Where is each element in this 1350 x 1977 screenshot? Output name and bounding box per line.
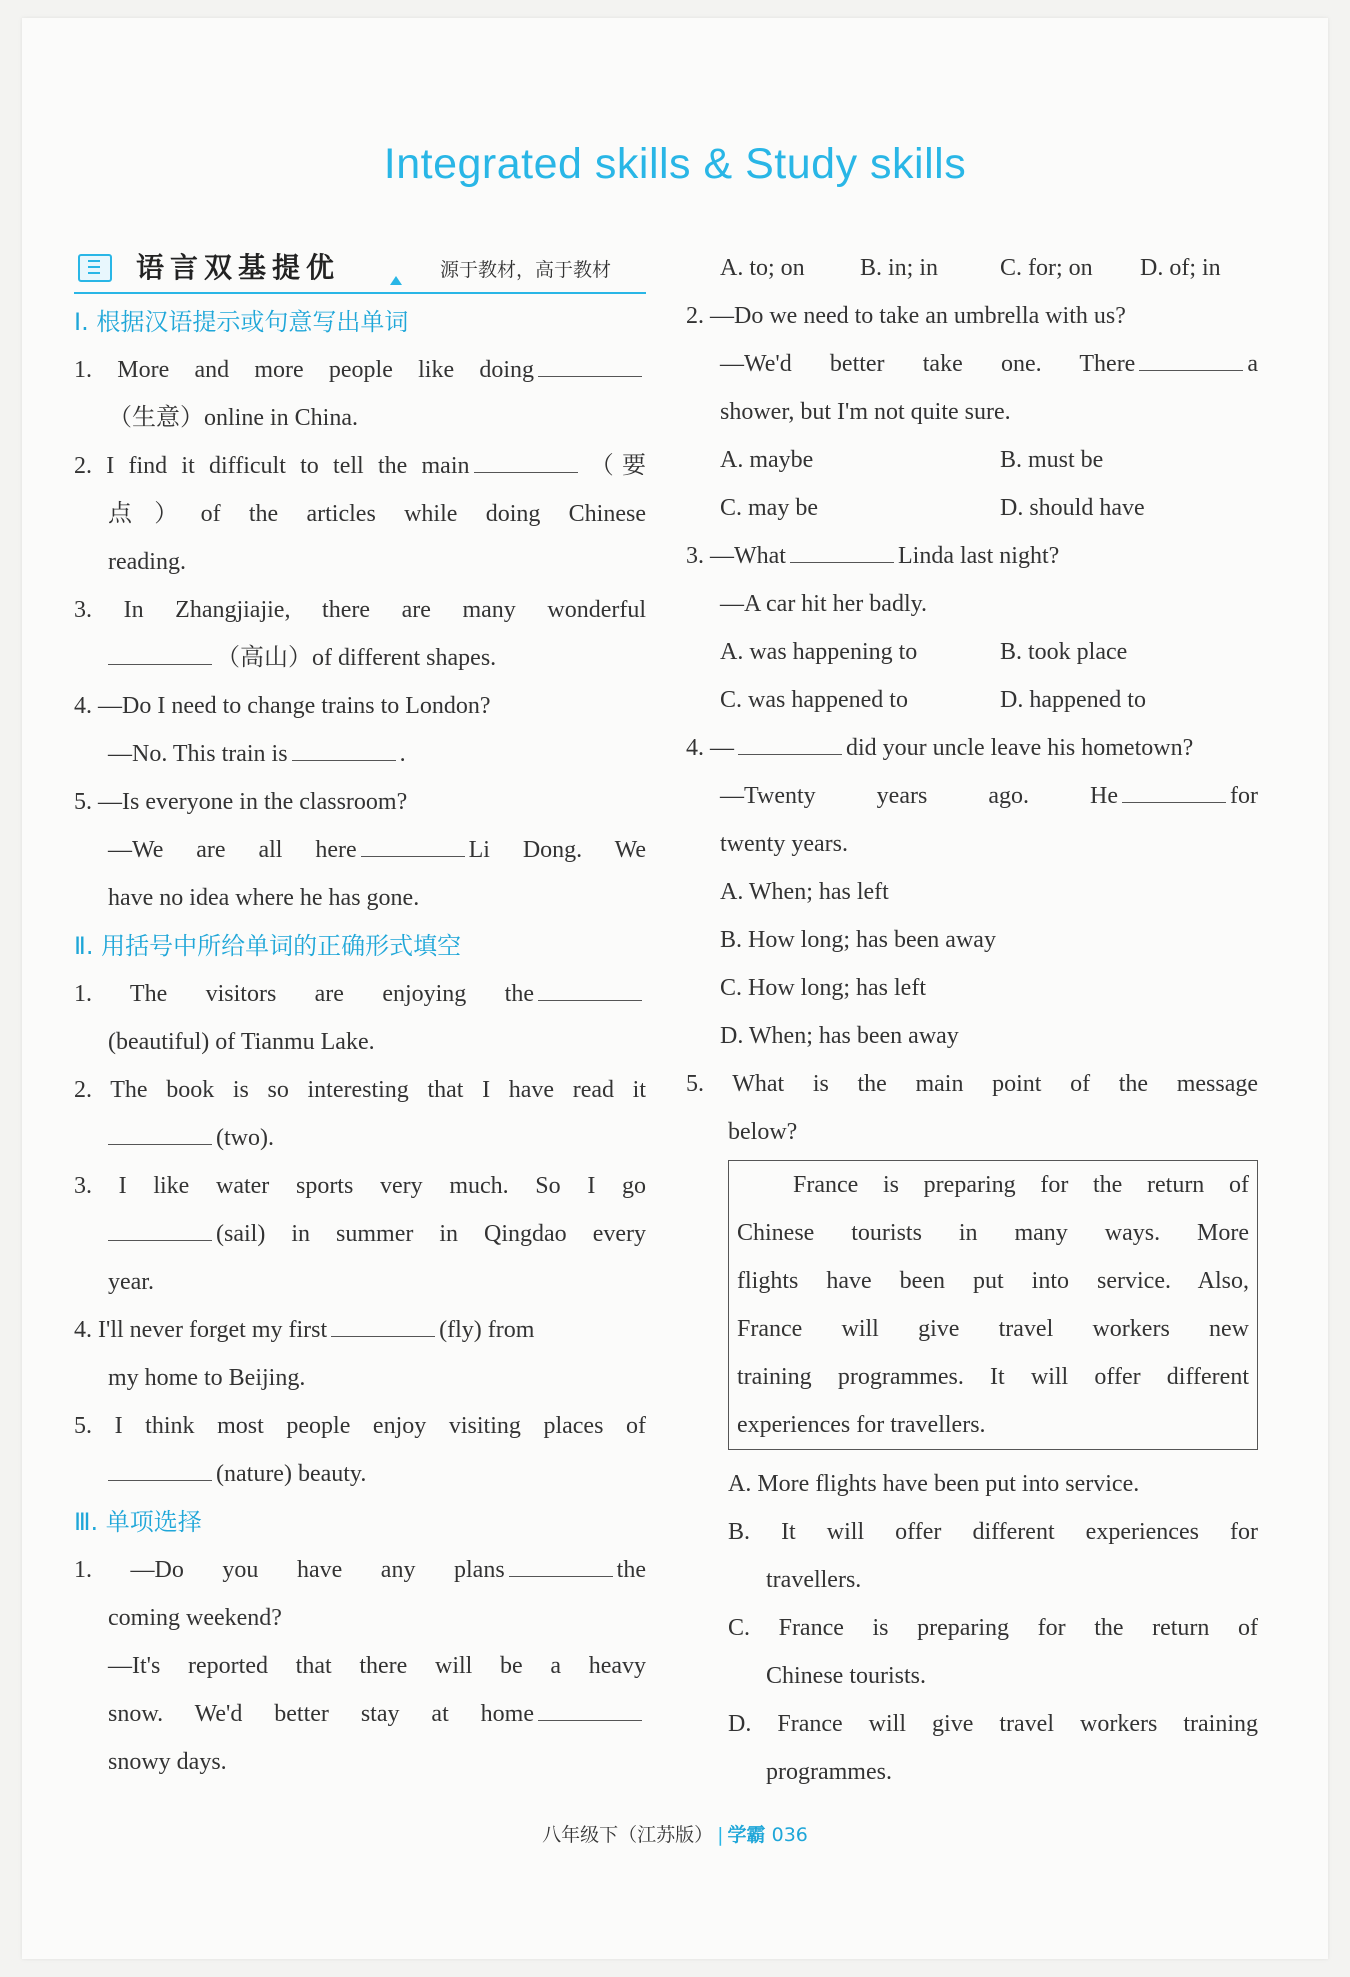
answer-blank[interactable] bbox=[538, 1694, 642, 1721]
question-text: 3. I like water sports very much. So I go bbox=[74, 1173, 646, 1199]
message-line: France will give travel workers new bbox=[737, 1316, 1249, 1342]
message-line: training programmes. It will offer different bbox=[737, 1364, 1249, 1390]
answer-blank[interactable] bbox=[1122, 776, 1226, 803]
question-text: 1. —Do you have any plans the bbox=[74, 1546, 646, 1594]
question-text: coming weekend? bbox=[108, 1605, 282, 1631]
option[interactable]: A. More flights have been put into service. bbox=[728, 1471, 1140, 1497]
option-continuation: Chinese tourists. bbox=[766, 1663, 926, 1689]
option[interactable]: A. maybe bbox=[720, 447, 814, 473]
question-text: shower, but I'm not quite sure. bbox=[720, 399, 1011, 425]
question-text: 1. The visitors are enjoying the bbox=[74, 970, 646, 1018]
question-text: 5. What is the main point of the message bbox=[686, 1071, 1258, 1097]
answer-blank[interactable] bbox=[108, 1118, 212, 1145]
header-title: 语言双基提优 bbox=[136, 251, 341, 284]
question-text: (two). bbox=[74, 1114, 646, 1162]
question-text: 点）of the articles while doing Chinese bbox=[108, 501, 646, 527]
question-text: 2. —Do we need to take an umbrella with us? bbox=[686, 303, 1126, 329]
option[interactable]: D. should have bbox=[1000, 495, 1145, 521]
triangle-icon bbox=[390, 276, 402, 285]
question-text: my home to Beijing. bbox=[108, 1365, 306, 1391]
question-text: —It's reported that there will be a heavy bbox=[108, 1653, 646, 1679]
answer-blank[interactable] bbox=[474, 446, 578, 473]
question-text: 2. The book is so interesting that I have read it bbox=[74, 1077, 646, 1103]
page-footer bbox=[0, 1820, 1350, 1847]
answer-blank[interactable] bbox=[509, 1550, 613, 1577]
question-text: 2. I find it difficult to tell the main （要 bbox=[74, 442, 646, 490]
option-continuation: travellers. bbox=[766, 1567, 862, 1593]
answer-blank[interactable] bbox=[738, 728, 842, 755]
question-text: (nature) beauty. bbox=[74, 1450, 646, 1498]
message-line: France is preparing for the return of bbox=[793, 1172, 1249, 1198]
option[interactable]: C. How long; has left bbox=[720, 975, 926, 1001]
option[interactable]: C. may be bbox=[720, 495, 818, 521]
question-text: 3. In Zhangjiajie, there are many wonderful bbox=[74, 597, 646, 623]
option[interactable]: B. took place bbox=[1000, 639, 1128, 665]
option-row bbox=[686, 436, 1258, 484]
option[interactable]: C. was happened to bbox=[720, 687, 908, 713]
question-text: 3. —What Linda last night? bbox=[686, 532, 1258, 580]
answer-blank[interactable] bbox=[108, 1454, 212, 1481]
option[interactable]: B. How long; has been away bbox=[720, 927, 996, 953]
message-line: experiences for travellers. bbox=[737, 1412, 986, 1438]
option[interactable]: A. to; on bbox=[720, 255, 805, 281]
answer-blank[interactable] bbox=[331, 1310, 435, 1337]
right-column bbox=[686, 244, 1258, 1796]
page-number: 036 bbox=[771, 1824, 808, 1846]
footer-brand: 学霸 bbox=[727, 1824, 766, 1846]
question-text: 4. — did your uncle leave his hometown? bbox=[686, 724, 1258, 772]
option[interactable]: B. must be bbox=[1000, 447, 1104, 473]
answer-blank[interactable] bbox=[538, 974, 642, 1001]
question-text: 1. More and more people like doing bbox=[74, 346, 646, 394]
left-column bbox=[74, 244, 646, 1786]
section-3-title: Ⅲ. 单项选择 bbox=[74, 1508, 202, 1536]
option-row bbox=[686, 628, 1258, 676]
option[interactable]: A. When; has left bbox=[720, 879, 889, 905]
question-text: reading. bbox=[108, 549, 186, 575]
option[interactable]: D. When; has been away bbox=[720, 1023, 959, 1049]
question-text: （生意）online in China. bbox=[108, 405, 358, 431]
question-text: (beautiful) of Tianmu Lake. bbox=[108, 1029, 375, 1055]
question-text: year. bbox=[108, 1269, 154, 1295]
question-text: (sail) in summer in Qingdao every bbox=[74, 1210, 646, 1258]
option-row bbox=[686, 484, 1258, 532]
section-header bbox=[74, 244, 646, 294]
option-row bbox=[686, 676, 1258, 724]
option-row bbox=[686, 244, 1258, 292]
answer-blank[interactable] bbox=[538, 350, 642, 377]
option[interactable]: A. was happening to bbox=[720, 639, 918, 665]
book-icon bbox=[78, 254, 112, 282]
message-line: flights have been put into service. Also, bbox=[737, 1268, 1249, 1294]
option-continuation: programmes. bbox=[766, 1759, 892, 1785]
question-text: —We are all here Li Dong. We bbox=[74, 826, 646, 874]
question-text: （高山）of different shapes. bbox=[74, 634, 646, 682]
question-text: —Twenty years ago. He for bbox=[686, 772, 1258, 820]
option[interactable]: D. of; in bbox=[1140, 255, 1221, 281]
message-box bbox=[728, 1160, 1258, 1450]
answer-blank[interactable] bbox=[1139, 344, 1243, 371]
footer-divider: | bbox=[717, 1824, 724, 1846]
question-text: twenty years. bbox=[720, 831, 848, 857]
option[interactable]: B. in; in bbox=[860, 255, 939, 281]
answer-blank[interactable] bbox=[292, 734, 396, 761]
question-text: snowy days. bbox=[108, 1749, 227, 1775]
option[interactable]: C. for; on bbox=[1000, 255, 1093, 281]
option[interactable]: B. It will offer different experiences for bbox=[728, 1519, 1258, 1545]
section-2-title: Ⅱ. 用括号中所给单词的正确形式填空 bbox=[74, 932, 462, 960]
question-text: 4. I'll never forget my first (fly) from bbox=[74, 1306, 646, 1354]
answer-blank[interactable] bbox=[108, 638, 212, 665]
question-text: snow. We'd better stay at home bbox=[74, 1690, 646, 1738]
message-line: Chinese tourists in many ways. More bbox=[737, 1220, 1249, 1246]
option[interactable]: D. happened to bbox=[1000, 687, 1146, 713]
question-text: —A car hit her badly. bbox=[720, 591, 928, 617]
question-text: —No. This train is . bbox=[74, 730, 646, 778]
question-text: have no idea where he has gone. bbox=[108, 885, 420, 911]
answer-blank[interactable] bbox=[108, 1214, 212, 1241]
answer-blank[interactable] bbox=[361, 830, 465, 857]
question-text: 4. —Do I need to change trains to London? bbox=[74, 693, 491, 719]
question-text: below? bbox=[728, 1119, 798, 1145]
section-1-title: Ⅰ. 根据汉语提示或句意写出单词 bbox=[74, 308, 409, 336]
footer-grade: 八年级下（江苏版） bbox=[542, 1824, 714, 1846]
page-title: Integrated skills & Study skills bbox=[383, 140, 967, 188]
question-text: 5. I think most people enjoy visiting places of bbox=[74, 1413, 646, 1439]
header-subtitle: 源于教材，高于教材 bbox=[440, 259, 612, 281]
question-text: —We'd better take one. There a bbox=[686, 340, 1258, 388]
option[interactable]: C. France is preparing for the return of bbox=[728, 1615, 1258, 1641]
answer-blank[interactable] bbox=[790, 536, 894, 563]
option[interactable]: D. France will give travel workers training bbox=[728, 1711, 1258, 1737]
question-text: 5. —Is everyone in the classroom? bbox=[74, 789, 408, 815]
